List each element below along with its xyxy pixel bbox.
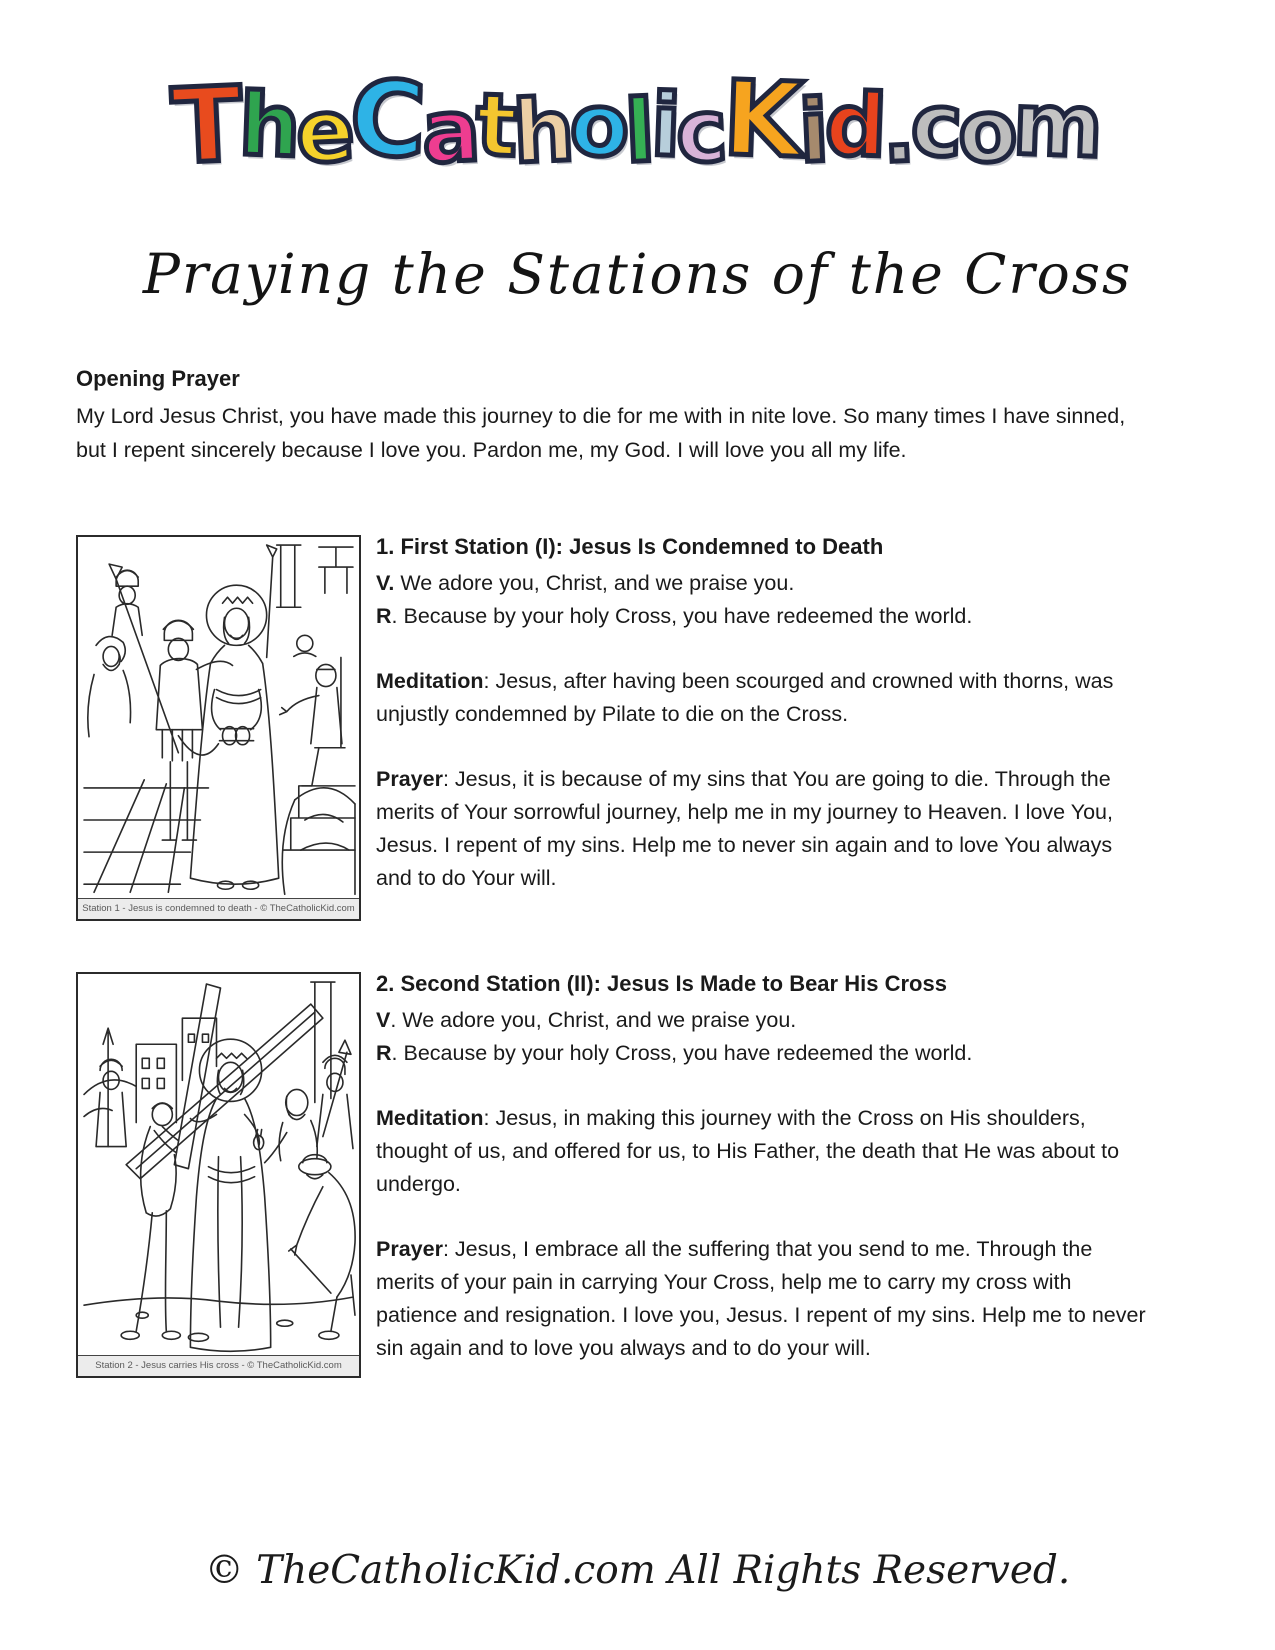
page-title: Praying the Stations of the Cross xyxy=(142,242,1133,306)
station-2-figure xyxy=(76,972,361,1378)
logo-letter: h xyxy=(237,74,302,178)
meditation-label: Meditation xyxy=(376,669,484,693)
meditation-label: Meditation xyxy=(376,1106,484,1130)
response-text: . Because by your holy Cross, you have redeemed the world. xyxy=(391,604,973,628)
station-1-prayer xyxy=(376,763,1148,895)
station-1-section xyxy=(76,533,1148,915)
response-label: R xyxy=(376,604,392,628)
logo-letter: K xyxy=(721,58,806,182)
logo-letter: . xyxy=(880,81,918,183)
station-2-heading: 2. Second Station (II): Jesus Is Made to Bear His Cross xyxy=(376,971,947,996)
logo-letter: o xyxy=(568,75,632,178)
logo-letter: c xyxy=(909,75,964,177)
opening-prayer-body: My Lord Jesus Christ, you have made this journey to die for me with in nite love. So many times I have sinned, but I repent sincerely because I love you. Pardon me, my God. I will love you all my life. xyxy=(76,404,1126,462)
versicle-text: . We adore you, Christ, and we praise you. xyxy=(390,1008,797,1032)
logo-letter: c xyxy=(674,80,730,184)
logo-letter: C xyxy=(348,58,429,182)
versicle-label: V xyxy=(376,1008,391,1032)
site-logo xyxy=(0,58,1275,188)
station-2-meditation xyxy=(376,1102,1148,1201)
logo-letter: t xyxy=(474,75,519,177)
logo-letter: a xyxy=(419,80,483,184)
opening-prayer-heading: Opening Prayer xyxy=(76,366,240,391)
logo-letter: o xyxy=(955,80,1020,184)
logo-letter: d xyxy=(823,74,889,178)
prayer-text: : Jesus, I embrace all the suffering that you send to me. Through the merits of your pain in carrying Your Cross, help me to carry my cross with patience and resignation. I love you, Jesus. I repent of my sins. Help me to never sin again and to love you always and to do your will. xyxy=(376,1237,1146,1360)
logo-letter: l xyxy=(623,81,658,183)
logo-letter: i xyxy=(649,75,683,177)
versicle-text: We adore you, Christ, and we praise you. xyxy=(394,571,795,595)
station-2-caption: Station 2 - Jesus carries His cross - © TheCatholicKid.com xyxy=(78,1355,359,1376)
station-2-section xyxy=(76,970,1148,1372)
prayer-label: Prayer xyxy=(376,1237,443,1261)
prayer-label: Prayer xyxy=(376,767,443,791)
logo-letter: T xyxy=(169,64,246,188)
station-1-heading: 1. First Station (I): Jesus Is Condemned to Death xyxy=(376,534,884,559)
logo-letter: h xyxy=(510,80,577,184)
station-2-versicle xyxy=(376,1004,1148,1037)
prayer-text: : Jesus, it is because of my sins that You are going to die. Through the merits of Your sorrowful journey, help me in my journey to Heaven. I love You, Jesus. I repent of my sins. Help me to never sin again and to love You always and to do Your will. xyxy=(376,767,1113,890)
logo-letter: m xyxy=(1011,74,1105,178)
station-1-text xyxy=(376,533,1148,895)
station-2-text xyxy=(376,970,1148,1365)
meditation-text: : Jesus, after having been scourged and crowned with thorns, was unjustly condemned by Pilate to die on the Cross. xyxy=(376,669,1114,726)
station-1-response xyxy=(376,600,1148,633)
station-1-caption: Station 1 - Jesus is condemned to death - © TheCatholicKid.com xyxy=(78,898,359,919)
logo-letter: i xyxy=(797,81,831,183)
station-2-illustration xyxy=(78,974,359,1355)
copyright-footer: © TheCatholicKid.com All Rights Reserved. xyxy=(204,1548,1071,1593)
station-1-meditation xyxy=(376,665,1148,731)
opening-prayer-section xyxy=(76,366,1144,467)
station-1-illustration xyxy=(78,537,359,898)
station-1-versicle xyxy=(376,567,1148,600)
response-text: . Because by your holy Cross, you have redeemed the world. xyxy=(391,1041,973,1065)
meditation-text: : Jesus, in making this journey with the Cross on His shoulders, thought of us, and offered for us, to His Father, the death that He was about to undergo. xyxy=(376,1106,1120,1196)
station-1-figure xyxy=(76,535,361,921)
station-2-prayer xyxy=(376,1233,1148,1365)
versicle-label: V. xyxy=(376,571,395,595)
station-2-response xyxy=(376,1037,1148,1070)
logo-letter: e xyxy=(293,80,357,184)
response-label: R xyxy=(376,1041,392,1065)
